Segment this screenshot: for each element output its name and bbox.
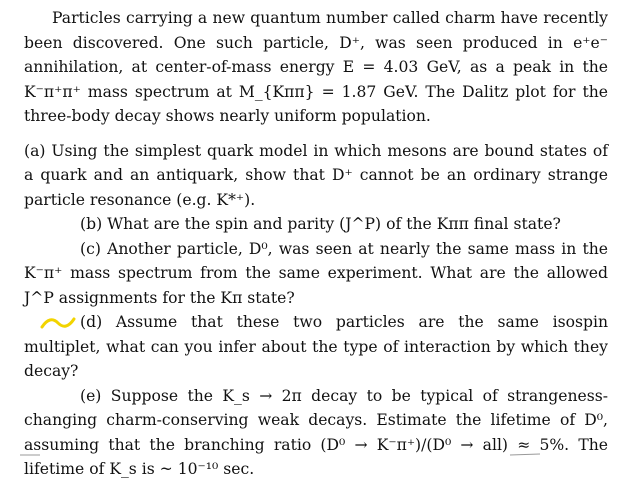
question-label-a: (a) xyxy=(24,141,46,160)
question-text-a: Using the simplest quark model in which mesons are bound states of a quark and an antiquark, show that D⁺ cannot be an ordinary strange particle resonance (e.g. K*⁺). xyxy=(24,141,608,209)
intro-paragraph xyxy=(24,6,608,129)
bottom-edge-marks xyxy=(0,449,630,457)
question-label-c: (c) xyxy=(80,239,101,258)
question-label-d: (d) xyxy=(80,313,103,331)
question-label-b: (b) xyxy=(80,215,103,233)
highlight-mark-b xyxy=(52,212,102,237)
question-text-e: Suppose the K_s → 2π decay to be typical of strangeness-changing charm-conserving weak decays. Estimate the lifetime of D⁰, assuming that the branching ratio (D⁰ → K⁻π⁺)/(D⁰ → all) ≈ 5%. The lifetime of K_s is ~ 10⁻¹⁰ sec. xyxy=(24,386,608,478)
question-text-b: What are the spin and parity (J^P) of the Kππ final state? xyxy=(107,215,561,233)
question-c xyxy=(24,237,608,311)
intro-text: Particles carrying a new quantum number called charm have recently been discovered. One such particle, D⁺, was seen produced in e⁺e⁻ annihilation, at center-of-mass energy E = 4.03 GeV, as a peak in the K⁻π⁺π⁺ mass spectrum at M_{Kππ} = 1.87 GeV. The Dalitz plot for the three-body decay shows nearly uniform population. xyxy=(24,9,608,125)
highlight-mark-c xyxy=(52,237,101,262)
question-b xyxy=(24,212,608,237)
question-label-e: (e) xyxy=(80,386,102,405)
highlight-mark-a xyxy=(24,139,45,164)
question-a xyxy=(24,139,608,213)
question-d xyxy=(24,310,608,384)
question-e xyxy=(24,384,608,482)
highlight-mark-e xyxy=(52,384,101,409)
question-text-d: Assume that these two particles are the same isospin multiplet, what can you infer about the type of interaction by which they decay? xyxy=(24,313,608,380)
highlight-mark-d xyxy=(52,310,102,335)
question-text-c: Another particle, D⁰, was seen at nearly the same mass in the K⁻π⁺ mass spectrum from the same experiment. What are the allowed J^P assignments for the Kπ state? xyxy=(24,239,608,307)
